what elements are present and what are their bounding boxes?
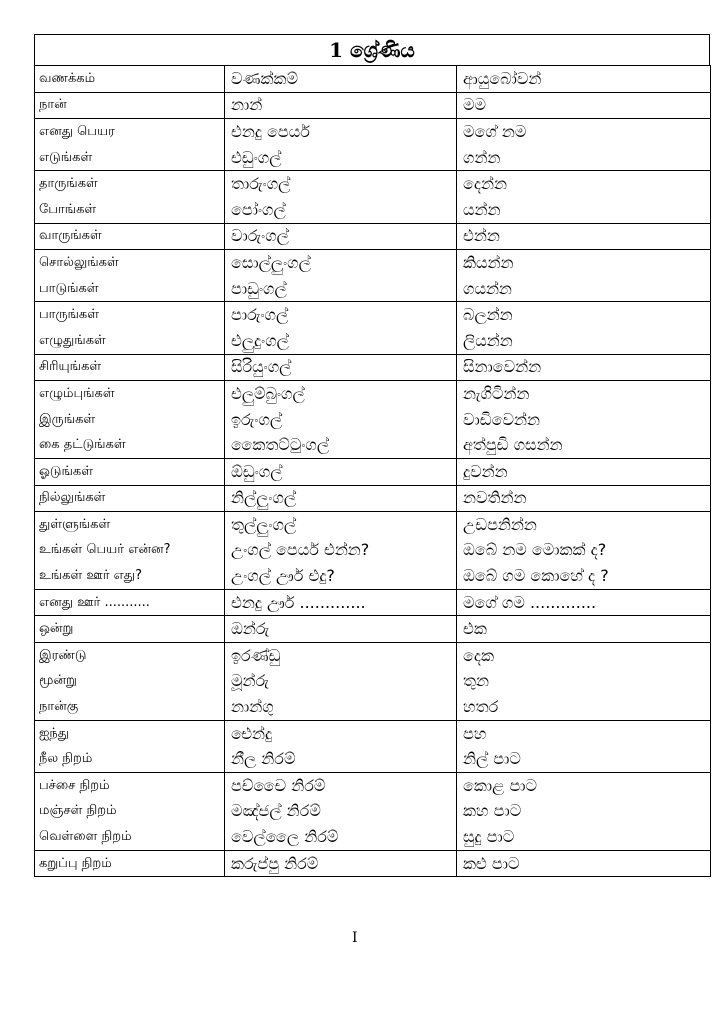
- sinhala-transliteration-cell: ඕඩුංගල්: [225, 458, 457, 485]
- sinhala-transliteration-cell: වණක්කම්: [225, 66, 457, 93]
- sinhala-transliteration-cell: මඤ්ජල් නිරම්: [225, 799, 457, 825]
- tamil-word-cell: உங்கள் பெயர் என்ன?: [35, 538, 225, 564]
- tamil-word-cell: மஞ்சள் நிறம்: [35, 799, 225, 825]
- sinhala-meaning-cell: ආයුබෝවන්: [457, 66, 711, 93]
- tamil-word-cell: இருங்கள்: [35, 407, 225, 433]
- tamil-word-cell: வெள்ளை நிறம்: [35, 824, 225, 850]
- tamil-word-cell: ஓடுங்கள்: [35, 458, 225, 485]
- sinhala-meaning-cell: මගේ නම: [457, 119, 711, 145]
- sinhala-meaning-cell: සිනාවෙන්න: [457, 354, 711, 381]
- sinhala-transliteration-cell: එලුම්බුංගල්: [225, 381, 457, 407]
- tamil-word-cell: தாருங்கள்: [35, 171, 225, 197]
- table-row: [35, 589, 711, 616]
- sinhala-transliteration-cell: ඉරණ්ඩු: [225, 643, 457, 669]
- tamil-word-cell: துள்ளுங்கள்: [35, 512, 225, 538]
- sinhala-meaning-cell: කොළ පාට: [457, 773, 711, 799]
- sinhala-transliteration-cell: කරුප්පු නිරම්: [225, 850, 457, 877]
- table-row: [35, 197, 711, 223]
- sinhala-transliteration-cell: සොල්ලුංගල්: [225, 250, 457, 276]
- sinhala-meaning-cell: ලියන්න: [457, 328, 711, 354]
- tamil-word-cell: பாருங்கள்: [35, 302, 225, 328]
- tamil-word-cell: கை தட்டுங்கள்: [35, 432, 225, 458]
- tamil-word-cell: ஐந்து: [35, 720, 225, 746]
- sinhala-meaning-cell: දෙක: [457, 643, 711, 669]
- sinhala-transliteration-cell: තුල්ලුංගල්: [225, 512, 457, 538]
- table-row: [35, 824, 711, 850]
- sinhala-transliteration-cell: උංගල් පෙයර් එන්න?: [225, 538, 457, 564]
- tamil-word-cell: எடுங்கள்: [35, 145, 225, 171]
- tamil-word-cell: ஒன்று: [35, 616, 225, 643]
- tamil-word-cell: நான்: [35, 92, 225, 119]
- table-row: [35, 354, 711, 381]
- sinhala-transliteration-cell: ඓන්දු: [225, 720, 457, 746]
- sinhala-transliteration-cell: මූන්රු: [225, 669, 457, 695]
- table-row: [35, 223, 711, 250]
- table-row: [35, 669, 711, 695]
- sinhala-meaning-cell: එන්න: [457, 223, 711, 250]
- sinhala-meaning-cell: කළු පාට: [457, 850, 711, 877]
- sinhala-meaning-cell: බලන්න: [457, 302, 711, 328]
- tamil-word-cell: எனது ஊர் ...........: [35, 589, 225, 616]
- table-row: [35, 850, 711, 877]
- sinhala-meaning-cell: පහ: [457, 720, 711, 746]
- sinhala-transliteration-cell: පාඩුංගල්: [225, 276, 457, 302]
- tamil-word-cell: போங்கள்: [35, 197, 225, 223]
- table-row: [35, 616, 711, 643]
- sinhala-transliteration-cell: පච්චෛ නිරම්: [225, 773, 457, 799]
- sinhala-meaning-cell: ගන්න: [457, 145, 711, 171]
- sinhala-transliteration-cell: උංගල් ඌර් එදු?: [225, 563, 457, 589]
- table-row: [35, 720, 711, 746]
- sinhala-transliteration-cell: නාන්: [225, 92, 457, 119]
- sinhala-transliteration-cell: එලුදුංගල්: [225, 328, 457, 354]
- tamil-word-cell: சொல்லுங்கள்: [35, 250, 225, 276]
- table-row: [35, 746, 711, 772]
- page-title: 1 ශ්‍රේණිය: [34, 34, 710, 65]
- table-row: [35, 694, 711, 720]
- table-row: [35, 302, 711, 328]
- tamil-word-cell: எனது பெயர: [35, 119, 225, 145]
- tamil-word-cell: வாருங்கள்: [35, 223, 225, 250]
- sinhala-meaning-cell: දුවන්න: [457, 458, 711, 485]
- table-row: [35, 381, 711, 407]
- sinhala-meaning-cell: කියන්න: [457, 250, 711, 276]
- tamil-word-cell: சிரியுங்கள்: [35, 354, 225, 381]
- tamil-word-cell: எழும்புங்கள்: [35, 381, 225, 407]
- tamil-word-cell: பாடுங்கள்: [35, 276, 225, 302]
- table-row: [35, 276, 711, 302]
- sinhala-meaning-cell: තුන: [457, 669, 711, 695]
- sinhala-transliteration-cell: නිල්ලුංගල්: [225, 485, 457, 512]
- sinhala-meaning-cell: නවතින්න: [457, 485, 711, 512]
- sinhala-transliteration-cell: වෙල්ලෛ නිරම්: [225, 824, 457, 850]
- sinhala-meaning-cell: අත්පුඩි ගසන්න: [457, 432, 711, 458]
- sinhala-transliteration-cell: වාරුංගල්: [225, 223, 457, 250]
- sinhala-meaning-cell: උඩපනින්න: [457, 512, 711, 538]
- table-row: [35, 643, 711, 669]
- table-row: [35, 250, 711, 276]
- table-row: [35, 485, 711, 512]
- sinhala-meaning-cell: ගයන්න: [457, 276, 711, 302]
- sinhala-transliteration-cell: නීල නිරම්: [225, 746, 457, 772]
- sinhala-meaning-cell: එක: [457, 616, 711, 643]
- tamil-word-cell: நான்கு: [35, 694, 225, 720]
- tamil-word-cell: மூன்று: [35, 669, 225, 695]
- table-row: [35, 119, 711, 145]
- sinhala-transliteration-cell: සිරියුංගල්: [225, 354, 457, 381]
- tamil-word-cell: நீல நிறம்: [35, 746, 225, 772]
- sinhala-transliteration-cell: එනදු ඌර් .............: [225, 589, 457, 616]
- sinhala-meaning-cell: යන්න: [457, 197, 711, 223]
- sinhala-meaning-cell: මගේ ගම .............: [457, 589, 711, 616]
- sinhala-meaning-cell: දෙන්න: [457, 171, 711, 197]
- table-row: [35, 66, 711, 93]
- table-row: [35, 171, 711, 197]
- sinhala-transliteration-cell: කෛතට්ටුංගල්: [225, 432, 457, 458]
- table-row: [35, 773, 711, 799]
- tamil-word-cell: வணக்கம்: [35, 66, 225, 93]
- sinhala-transliteration-cell: එඩුංගල්: [225, 145, 457, 171]
- sinhala-meaning-cell: කහ පාට: [457, 799, 711, 825]
- sinhala-meaning-cell: නැගිටින්න: [457, 381, 711, 407]
- tamil-word-cell: நில்லுங்கள்: [35, 485, 225, 512]
- tamil-word-cell: இரண்டு: [35, 643, 225, 669]
- sinhala-transliteration-cell: ඉරුංගල්: [225, 407, 457, 433]
- sinhala-meaning-cell: මම: [457, 92, 711, 119]
- sinhala-transliteration-cell: තාරුංගල්: [225, 171, 457, 197]
- tamil-word-cell: எழுதுங்கள்: [35, 328, 225, 354]
- table-row: [35, 145, 711, 171]
- tamil-word-cell: கறுப்பு நிறம்: [35, 850, 225, 877]
- vocabulary-sheet: [34, 34, 710, 877]
- table-row: [35, 432, 711, 458]
- sinhala-transliteration-cell: එනදු පෙයර්: [225, 119, 457, 145]
- table-row: [35, 538, 711, 564]
- sinhala-transliteration-cell: ඔන්රු: [225, 616, 457, 643]
- sinhala-transliteration-cell: නාන්ගු: [225, 694, 457, 720]
- table-row: [35, 563, 711, 589]
- table-row: [35, 512, 711, 538]
- sinhala-transliteration-cell: පෝංගල්: [225, 197, 457, 223]
- tamil-word-cell: பச்சை நிறம்: [35, 773, 225, 799]
- table-row: [35, 92, 711, 119]
- sinhala-meaning-cell: හතර: [457, 694, 711, 720]
- sinhala-meaning-cell: වාඩිවෙන්න: [457, 407, 711, 433]
- sinhala-meaning-cell: නිල් පාට: [457, 746, 711, 772]
- tamil-word-cell: உங்கள் ஊர் எது?: [35, 563, 225, 589]
- page-number: I: [352, 930, 358, 946]
- sinhala-meaning-cell: ඔබේ නම මොකක් ද?: [457, 538, 711, 564]
- table-row: [35, 328, 711, 354]
- vocabulary-table: [34, 65, 711, 877]
- sinhala-meaning-cell: සුදු පාට: [457, 824, 711, 850]
- sinhala-meaning-cell: ඔබේ ගම කොහේ ද ?: [457, 563, 711, 589]
- sinhala-transliteration-cell: පාරුංගල්: [225, 302, 457, 328]
- table-row: [35, 799, 711, 825]
- table-row: [35, 407, 711, 433]
- table-row: [35, 458, 711, 485]
